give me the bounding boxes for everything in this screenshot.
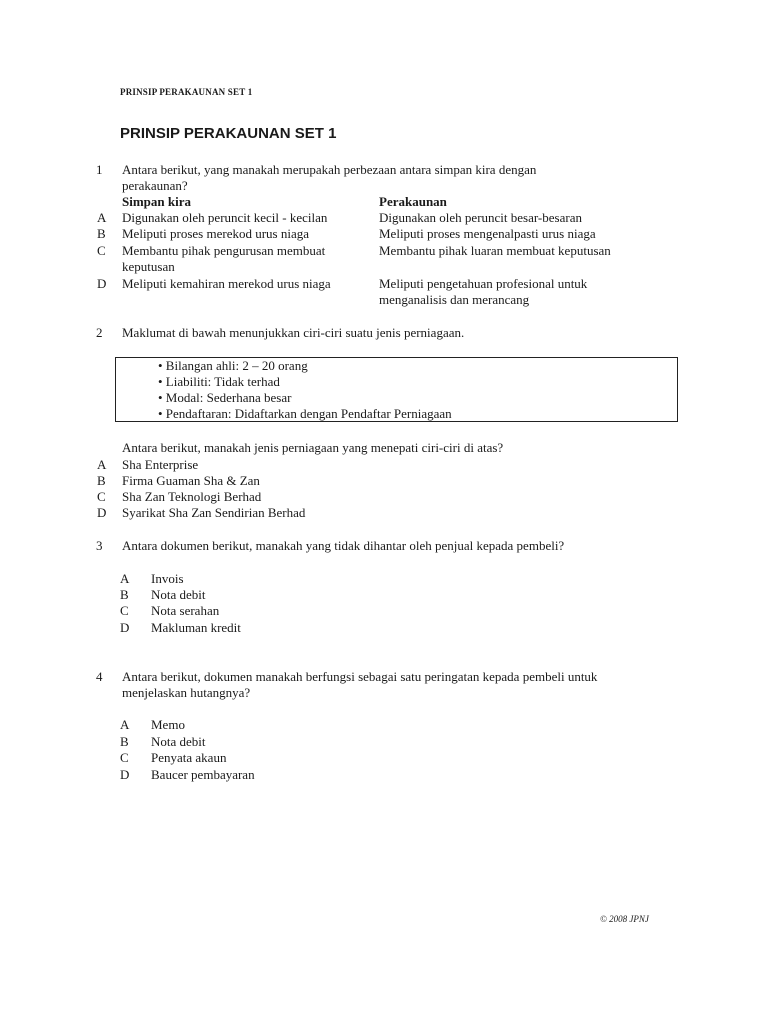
- question-2-option-b-letter: B: [97, 473, 106, 488]
- question-1-option-b-simpan-kira: Meliputi proses merekod urus niaga: [122, 226, 310, 241]
- question-1-option-c-simpan-kira-line-1: Membantu pihak pengurusan membuat: [122, 243, 326, 258]
- question-3-option-c-letter: C: [120, 603, 129, 618]
- question-2-option-d-text: Syarikat Sha Zan Sendirian Berhad: [122, 505, 306, 520]
- question-2-stem: Maklumat di bawah menunjukkan ciri-ciri suatu jenis perniagaan.: [122, 325, 465, 340]
- question-3-option-a-text: Invois: [151, 571, 184, 586]
- question-2-option-c-letter: C: [97, 489, 106, 504]
- question-2-bullet-4: • Pendaftaran: Didaftarkan dengan Pendaftar Perniagaan: [158, 406, 452, 421]
- question-1-option-c-simpan-kira-line-2: keputusan: [122, 259, 175, 274]
- question-3-number: 3: [96, 538, 103, 553]
- question-1-stem-line-1: Antara berikut, yang manakah merupakah perbezaan antara simpan kira dengan: [122, 162, 537, 177]
- question-1-option-d-simpan-kira: Meliputi kemahiran merekod urus niaga: [122, 276, 331, 291]
- question-2-option-a-text: Sha Enterprise: [122, 457, 199, 472]
- question-1-col1-header: Simpan kira: [122, 194, 191, 209]
- question-1-number: 1: [96, 162, 103, 177]
- question-1-option-a-letter: A: [97, 210, 107, 225]
- question-1-option-d-perakaunan-line-2: menganalisis dan merancang: [379, 292, 530, 307]
- question-2-option-d-letter: D: [97, 505, 107, 520]
- question-3-stem: Antara dokumen berikut, manakah yang tidak dihantar oleh penjual kepada pembeli?: [122, 538, 565, 553]
- question-1-option-a-simpan-kira: Digunakan oleh peruncit kecil - kecilan: [122, 210, 328, 225]
- question-3-option-a-letter: A: [120, 571, 130, 586]
- question-3-option-b-text: Nota debit: [151, 587, 206, 602]
- question-2-question: Antara berikut, manakah jenis perniagaan yang menepati ciri-ciri di atas?: [122, 440, 504, 455]
- question-4-stem-line-1: Antara berikut, dokumen manakah berfungsi sebagai satu peringatan kepada pembeli untuk: [122, 669, 598, 684]
- question-4-option-c-letter: C: [120, 750, 129, 765]
- question-2-number: 2: [96, 325, 103, 340]
- question-3-option-d-letter: D: [120, 620, 130, 635]
- question-4-option-d-text: Baucer pembayaran: [151, 767, 255, 782]
- question-1-option-d-letter: D: [97, 276, 107, 291]
- question-1-option-d-perakaunan-line-1: Meliputi pengetahuan profesional untuk: [379, 276, 588, 291]
- question-2-bullet-2: • Liabiliti: Tidak terhad: [158, 374, 280, 389]
- question-1-option-c-letter: C: [97, 243, 106, 258]
- question-4-option-b-text: Nota debit: [151, 734, 206, 749]
- question-1-col2-header: Perakaunan: [379, 194, 447, 209]
- question-2-bullet-3: • Modal: Sederhana besar: [158, 390, 292, 405]
- question-2-option-c-text: Sha Zan Teknologi Berhad: [122, 489, 262, 504]
- question-2-option-a-letter: A: [97, 457, 107, 472]
- question-3-option-b-letter: B: [120, 587, 129, 602]
- copyright-footer: © 2008 JPNJ: [600, 914, 649, 924]
- question-1-option-b-perakaunan: Meliputi proses mengenalpasti urus niaga: [379, 226, 596, 241]
- question-1-option-c-perakaunan: Membantu pihak luaran membuat keputusan: [379, 243, 611, 258]
- question-1-option-a-perakaunan: Digunakan oleh peruncit besar-besaran: [379, 210, 582, 225]
- question-1-option-b-letter: B: [97, 226, 106, 241]
- question-3-option-d-text: Makluman kredit: [151, 620, 241, 635]
- question-2-bullet-1: • Bilangan ahli: 2 – 20 orang: [158, 358, 308, 373]
- question-4-stem-line-2: menjelaskan hutangnya?: [122, 685, 251, 700]
- running-header: PRINSIP PERAKAUNAN SET 1: [120, 87, 253, 97]
- question-4-option-d-letter: D: [120, 767, 130, 782]
- question-4-option-a-letter: A: [120, 717, 130, 732]
- question-4-option-b-letter: B: [120, 734, 129, 749]
- question-4-option-a-text: Memo: [151, 717, 185, 732]
- question-2-option-b-text: Firma Guaman Sha & Zan: [122, 473, 260, 488]
- page-title: PRINSIP PERAKAUNAN SET 1: [120, 125, 337, 142]
- question-4-option-c-text: Penyata akaun: [151, 750, 227, 765]
- question-4-number: 4: [96, 669, 103, 684]
- question-3-option-c-text: Nota serahan: [151, 603, 220, 618]
- question-1-stem-line-2: perakaunan?: [122, 178, 188, 193]
